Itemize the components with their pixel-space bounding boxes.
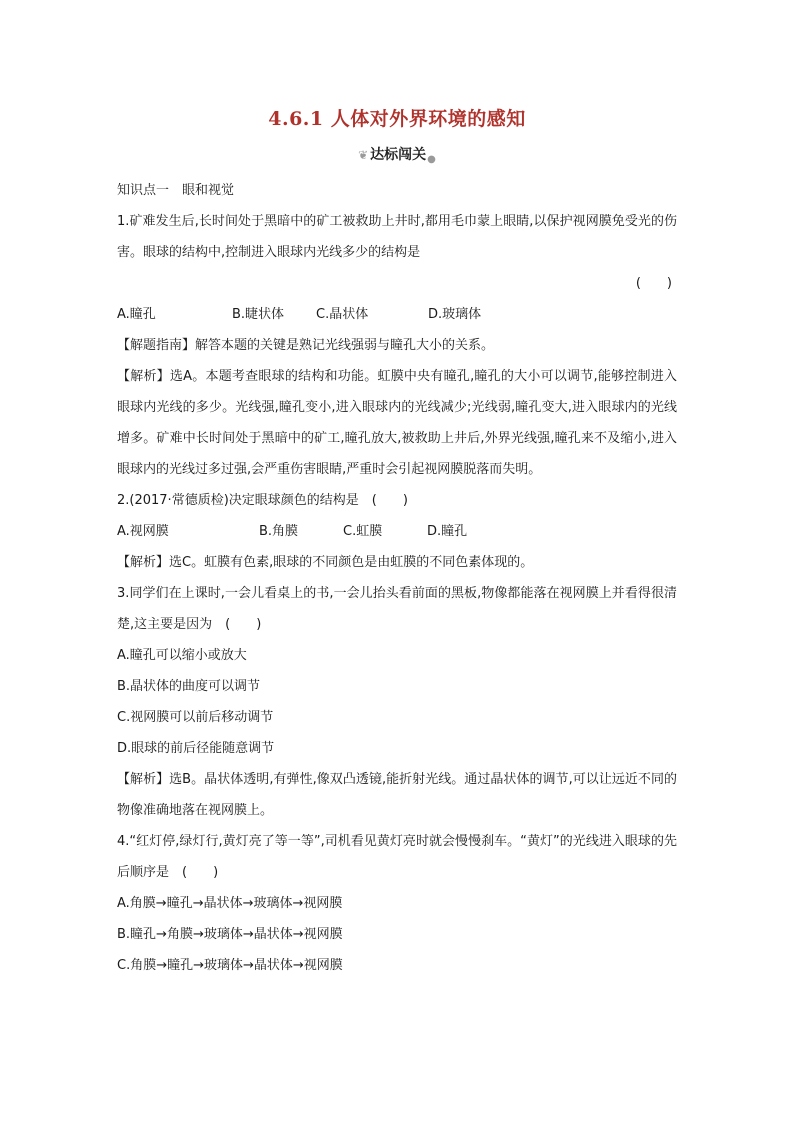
- question-3-option-d: D.眼球的前后径能随意调节: [117, 741, 275, 756]
- question-1-option-a: A.瞳孔: [117, 307, 156, 322]
- question-1-option-c: C.晶状体: [316, 307, 369, 322]
- question-2-option-c: C.虹膜: [343, 524, 383, 539]
- question-4-option-b: B.瞳孔→角膜→玻璃体→晶状体→视网膜: [117, 927, 343, 942]
- question-2-option-d: D.瞳孔: [427, 524, 468, 539]
- question-1-options: [117, 299, 677, 330]
- question-1-text: 1.矿难发生后,长时间处于黑暗中的矿工被救助上井时,都用毛巾蒙上眼睛,以保护视网膜免受光的伤害。眼球的结构中,控制进入眼球内光线多少的结构是: [117, 214, 677, 260]
- question-3-text: 3.同学们在上课时,一会儿看桌上的书,一会儿抬头看前面的黑板,物像都能落在视网膜上并看得很清楚,这主要是因为 ( ): [117, 586, 677, 632]
- question-3-option-c: C.视网膜可以前后移动调节: [117, 710, 274, 725]
- badge-label: 达标闯关: [370, 147, 427, 163]
- question-2-option-b: B.角膜: [259, 524, 299, 539]
- content: [117, 175, 677, 981]
- question-2-analysis: 【解析】选C。虹膜有色素,眼球的不同颜色是由虹膜的不同色素体现的。: [117, 555, 534, 570]
- question-3-analysis: 【解析】选B。晶状体透明,有弹性,像双凸透镜,能折射光线。通过晶状体的调节,可以让远近不同的物像准确地落在视网膜上。: [117, 772, 677, 818]
- document-page: [117, 0, 677, 1123]
- question-2-option-a: A.视网膜: [117, 524, 169, 539]
- question-1-option-d: D.玻璃体: [428, 307, 482, 322]
- question-4-text: 4.“红灯停,绿灯行,黄灯亮了等一等”,司机看见黄灯亮时就会慢慢刹车。“黄灯”的光线进入眼球的先后顺序是 ( ): [117, 834, 677, 880]
- question-4-option-a: A.角膜→瞳孔→晶状体→玻璃体→视网膜: [117, 896, 343, 911]
- question-1-option-b: B.睫状体: [232, 307, 285, 322]
- question-1-guide: 【解题指南】解答本题的关键是熟记光线强弱与瞳孔大小的关系。: [117, 338, 495, 353]
- question-3-option-a: A.瞳孔可以缩小或放大: [117, 648, 247, 663]
- page-title: 4.6.1 人体对外界环境的感知: [268, 108, 526, 130]
- question-1-analysis: 【解析】选A。本题考查眼球的结构和功能。虹膜中央有瞳孔,瞳孔的大小可以调节,能够控制进入眼球内光线的多少。光线强,瞳孔变小,进入眼球内的光线减少;光线弱,瞳孔变大,进入眼球内的光线增多。矿难中长时间处于黑暗中的矿工,瞳孔放大,被救助上井后,外界光线强,瞳孔来不及缩小,进入眼球内的光线过多过强,会严重伤害眼睛,严重时会引起视网膜脱落而失明。: [117, 369, 677, 477]
- question-1-answer-blank: ( ): [635, 276, 672, 291]
- question-2-text: 2.(2017·常德质检)决定眼球颜色的结构是 ( ): [117, 493, 408, 508]
- section-badge: [117, 144, 677, 165]
- knowledge-point-heading: 知识点一 眼和视觉: [117, 183, 235, 198]
- question-3-option-b: B.晶状体的曲度可以调节: [117, 679, 261, 694]
- question-4-option-c: C.角膜→瞳孔→玻璃体→晶状体→视网膜: [117, 958, 343, 973]
- question-2-options: [117, 516, 677, 547]
- badge-dot-icon: ●: [427, 154, 436, 165]
- badge-leaf-icon: ❦: [358, 148, 369, 162]
